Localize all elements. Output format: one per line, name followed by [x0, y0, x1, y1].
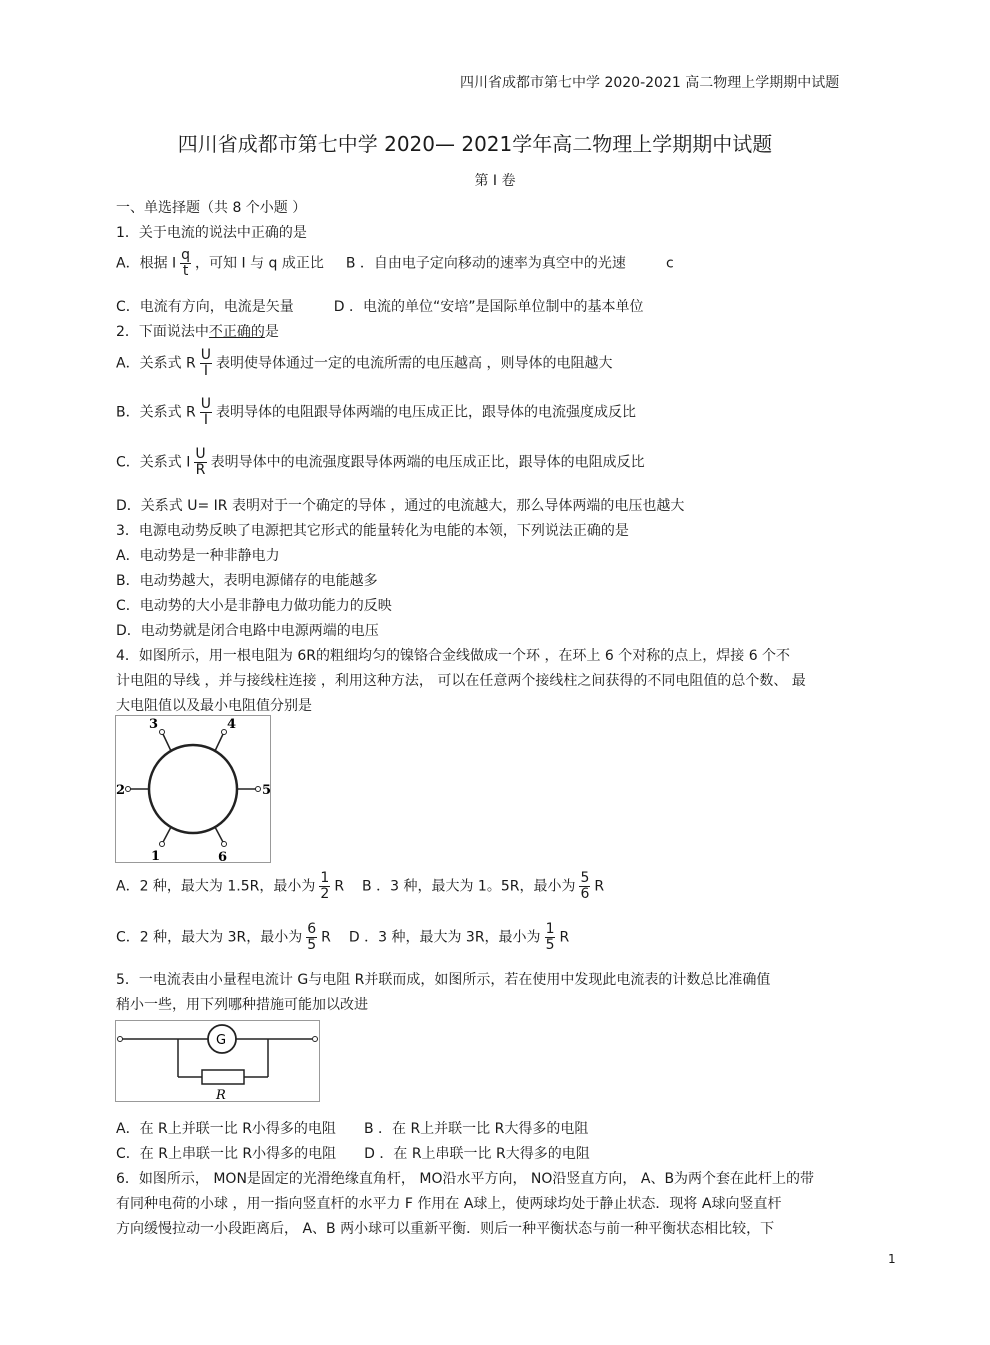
q3-option-d: D．电动势就是闭合电路中电源两端的电压: [116, 623, 379, 639]
q1-option-d: D ．电流的单位“安培”是国际单位制中的基本单位: [333, 299, 644, 315]
q2-c-fraction: $\frac{U}{R}$: [195, 446, 206, 478]
wire-3: [162, 732, 171, 751]
q1-option-c: C．电流有方向，电流是矢量: [116, 299, 294, 315]
terminal-label-2: 2: [116, 783, 126, 798]
ammeter-figure: [115, 1020, 320, 1102]
volume-label: 第 I 卷: [474, 173, 516, 189]
q5-line1: 5．一电流表由小量程电流计 G与电阻 R并联而成，如图所示，若在使用中发现此电流表的计数总比准确值: [116, 972, 771, 988]
q4-option-a-b: A．2 种，最大为 1.5R，最小为 $\frac{1}{2}$ R B ．3 种，最大为 1。5R，最小为 $\frac{5}{6}$ R: [116, 870, 605, 902]
resistor-symbol: [202, 1070, 244, 1084]
q2-a-fraction: $\frac{U}{I}$: [200, 347, 212, 379]
section-heading: 一、单选择题（共 8 个小题 ）: [116, 200, 307, 216]
terminal-label-6: 6: [218, 850, 228, 865]
terminal-label-4: 4: [227, 717, 237, 732]
q4-line2: 计电阻的导线 ，并与接线柱连接 ，利用这种方法， 可以在任意两个接线柱之间获得的不同电阻值的总个数、 最: [116, 673, 806, 689]
terminal-label-1: 1: [151, 849, 161, 864]
terminal-label-3: 3: [149, 717, 159, 732]
q4-c-fraction: $\frac{6}{5}$: [307, 921, 317, 953]
left-terminal: [118, 1037, 123, 1042]
q4-b-fraction: $\frac{5}{6}$: [580, 870, 590, 902]
terminal-dot-1: [160, 842, 165, 847]
q1-a-post: ，可知 I 与 q 成正比: [195, 255, 324, 272]
q1-option-b: B ．自由电子定向移动的速率为真空中的光速: [345, 255, 626, 272]
page-header: 四川省成都市第七中学 2020-2021 高二物理上学期期中试题: [460, 75, 840, 91]
wire-4: [215, 732, 224, 751]
resistor-label: R: [216, 1088, 226, 1103]
q1-a-pre: A．根据 I: [116, 255, 177, 272]
page-title: 四川省成都市第七中学 2020— 2021学年高二物理上学期期中试题: [177, 132, 773, 156]
q4-d-fraction: $\frac{1}{5}$: [545, 921, 555, 953]
q5-option-c-d: C．在 R上串联一比 R小得多的电阻 D ．在 R上串联一比 R大得多的电阻: [116, 1146, 590, 1162]
page-number: 1: [888, 1252, 896, 1266]
ring-circle: [149, 745, 237, 833]
q6-line2: 有同种电荷的小球 ，用一指向竖直杆的水平力 F 作用在 A球上，使两球均处于静止状态．现将 A球向竖直杆: [116, 1196, 782, 1212]
q1-option-a-b: [116, 248, 674, 279]
terminal-dot-4: [222, 730, 227, 735]
q1-b-c: c: [665, 255, 674, 272]
terminal-dot-6: [222, 842, 227, 847]
q1-option-c-d: [116, 296, 644, 316]
q3-option-b: B．电动势越大，表明电源储存的电能越多: [116, 573, 378, 589]
q4-option-c-d: C．2 种，最大为 3R，最小为 $\frac{6}{5}$ R D ．3 种，最大为 3R，最小为 $\frac{1}{5}$ R: [116, 921, 570, 953]
terminal-label-5: 5: [262, 783, 272, 798]
ring-figure: [115, 715, 271, 863]
q2-option-d: D．关系式 U= IR 表明对于一个确定的导体 ，通过的电流越大，那么导体两端的电压也越大: [116, 498, 685, 514]
q5-line2: 稍小一些，用下列哪种措施可能加以改进: [116, 997, 368, 1013]
q3-option-c: C．电动势的大小是非静电力做功能力的反映: [116, 598, 392, 614]
q1-stem: 1．关于电流的说法中正确的是: [116, 225, 307, 241]
q2-option-a: A．关系式 R $\frac{U}{I}$ 表明使导体通过一定的电流所需的电压越高 ，则导体的电阻越大: [116, 347, 613, 379]
q3-option-a: A．电动势是一种非静电力: [116, 548, 280, 564]
terminal-dot-3: [160, 730, 165, 735]
q4-line1: 4．如图所示，用一根电阻为 6R的粗细均匀的镍铬合金线做成一个环 ，在环上 6 个对称的点上，焊接 6 个不: [116, 648, 791, 664]
q2-b-fraction: $\frac{U}{I}$: [200, 396, 212, 428]
q3-stem: 3．电源电动势反映了电源把其它形式的能量转化为电能的本领，下列说法正确的是: [116, 523, 629, 539]
terminal-dot-5: [256, 787, 261, 792]
ring-diagram: [116, 716, 272, 865]
q2-option-b: B．关系式 R $\frac{U}{I}$ 表明导体的电阻跟导体两端的电压成正比，跟导体的电流强度成反比: [116, 396, 637, 428]
galvanometer-label: G: [216, 1033, 227, 1048]
q4-a-fraction: $\frac{1}{2}$: [320, 870, 330, 902]
terminal-dot-2: [126, 787, 131, 792]
q6-line1: 6．如图所示， MON是固定的光滑绝缘直角杆， MO沿水平方向， NO沿竖直方向， A、B为两个套在此杆上的带: [116, 1171, 815, 1187]
q6-line3: 方向缓慢拉动一小段距离后， A、B 两小球可以重新平衡．则后一种平衡状态与前一种平衡状态相比较，下: [116, 1221, 775, 1237]
q2-option-c: C．关系式 I $\frac{U}{R}$ 表明导体中的电流强度跟导体两端的电压成正比，跟导体的电阻成反比: [116, 446, 645, 478]
q1-a-fraction: $\frac{q}{t}$: [181, 247, 191, 279]
q4-line3: 大电阻值以及最小电阻值分别是: [116, 698, 312, 714]
q2-stem: 2．下面说法中不正确的是: [116, 324, 279, 340]
q2-stem-underline: 不正确的: [208, 324, 265, 340]
q5-option-a-b: A．在 R上并联一比 R小得多的电阻 B ．在 R上并联一比 R大得多的电阻: [116, 1121, 589, 1137]
ammeter-circuit: [116, 1021, 319, 1101]
right-terminal: [313, 1037, 318, 1042]
